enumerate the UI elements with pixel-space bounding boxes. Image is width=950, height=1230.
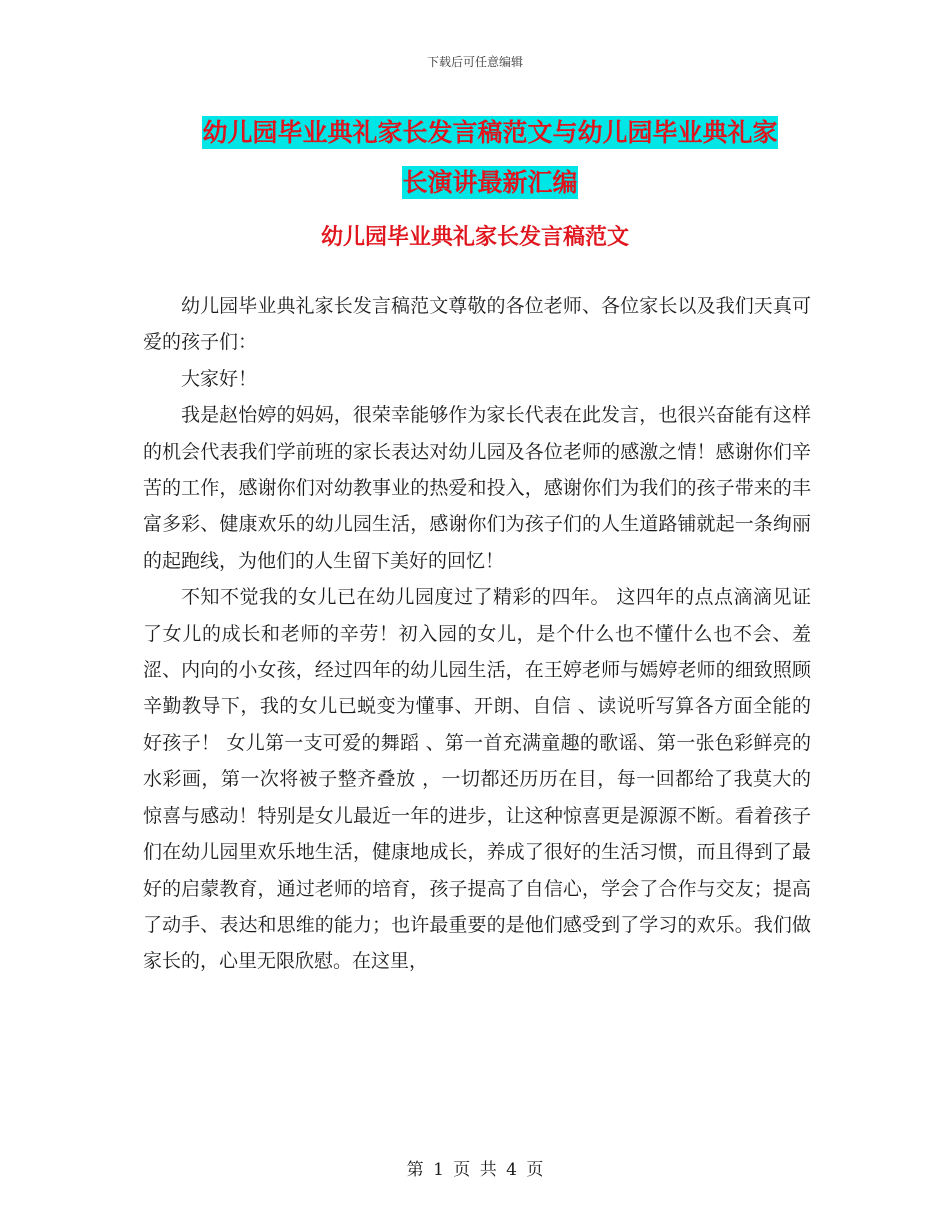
paragraph-introduction: 我是赵怡婷的妈妈，很荣幸能够作为家长代表在此发言，也很兴奋能有这样的机会代表我们学前班的家长表达对幼儿园及各位老师的感激之情！感谢你们辛苦的工作，感谢你们对幼教事业的热爱和投入，感谢你们为我们的孩子带来的丰富多彩、健康欢乐的幼儿园生活，感谢你们为孩子们的人生道路铺就起一条绚丽的起跑线，为他们的人生留下美好的回忆！ [143, 404, 811, 572]
document-title-line-2: 长演讲最新汇编 [402, 168, 578, 197]
paragraph-salutation: 幼儿园毕业典礼家长发言稿范文尊敬的各位老师、各位家长以及我们天真可爱的孩子们： [143, 295, 811, 354]
page-number: 第 1 页 共 4 页 [406, 1160, 544, 1180]
page-header-note: 下载后可任意编辑 [426, 55, 523, 69]
document-title-line-1: 幼儿园毕业典礼家长发言稿范文与幼儿园毕业典礼家 [202, 118, 778, 147]
section-heading: 幼儿园毕业典礼家长发言稿范文 [320, 225, 629, 250]
paragraph-greeting: 大家好！ [181, 367, 258, 390]
paragraph-growth: 不知不觉我的女儿已在幼儿园度过了精彩的四年。 这四年的点点滴滴见证了女儿的成长和老师的辛劳！初入园的女儿，是个什么也不懂什么也不会、羞涩、内向的小女孩，经过四年的幼儿园生活，在王婷老师与嫣婷老师的细致照顾辛勤教导下，我的女儿已蜕变为懂事、开朗、自信 、读说听写算各方面全能的好孩子！ 女儿第一支可爱的舞蹈 、第一首充满童趣的歌谣、第一张色彩鲜亮的水彩画，第一次将被子整齐叠放 ，一切都还历历在目，每一回都给了我莫大的惊喜与感动！特别是女儿最近一年的进步，让这种惊喜更是源源不断。看着孩子们在幼儿园里欢乐地生活，健康地成长，养成了很好的生活习惯，而且得到了最好的启蒙教育，通过老师的培育，孩子提高了自信心，学会了合作与交友；提高了动手、表达和思维的能力；也许最重要的是他们感受到了学习的欢乐。我们做家长的，心里无限欣慰。在这里， [143, 586, 811, 973]
document-body [143, 288, 811, 980]
document-title [150, 108, 830, 208]
